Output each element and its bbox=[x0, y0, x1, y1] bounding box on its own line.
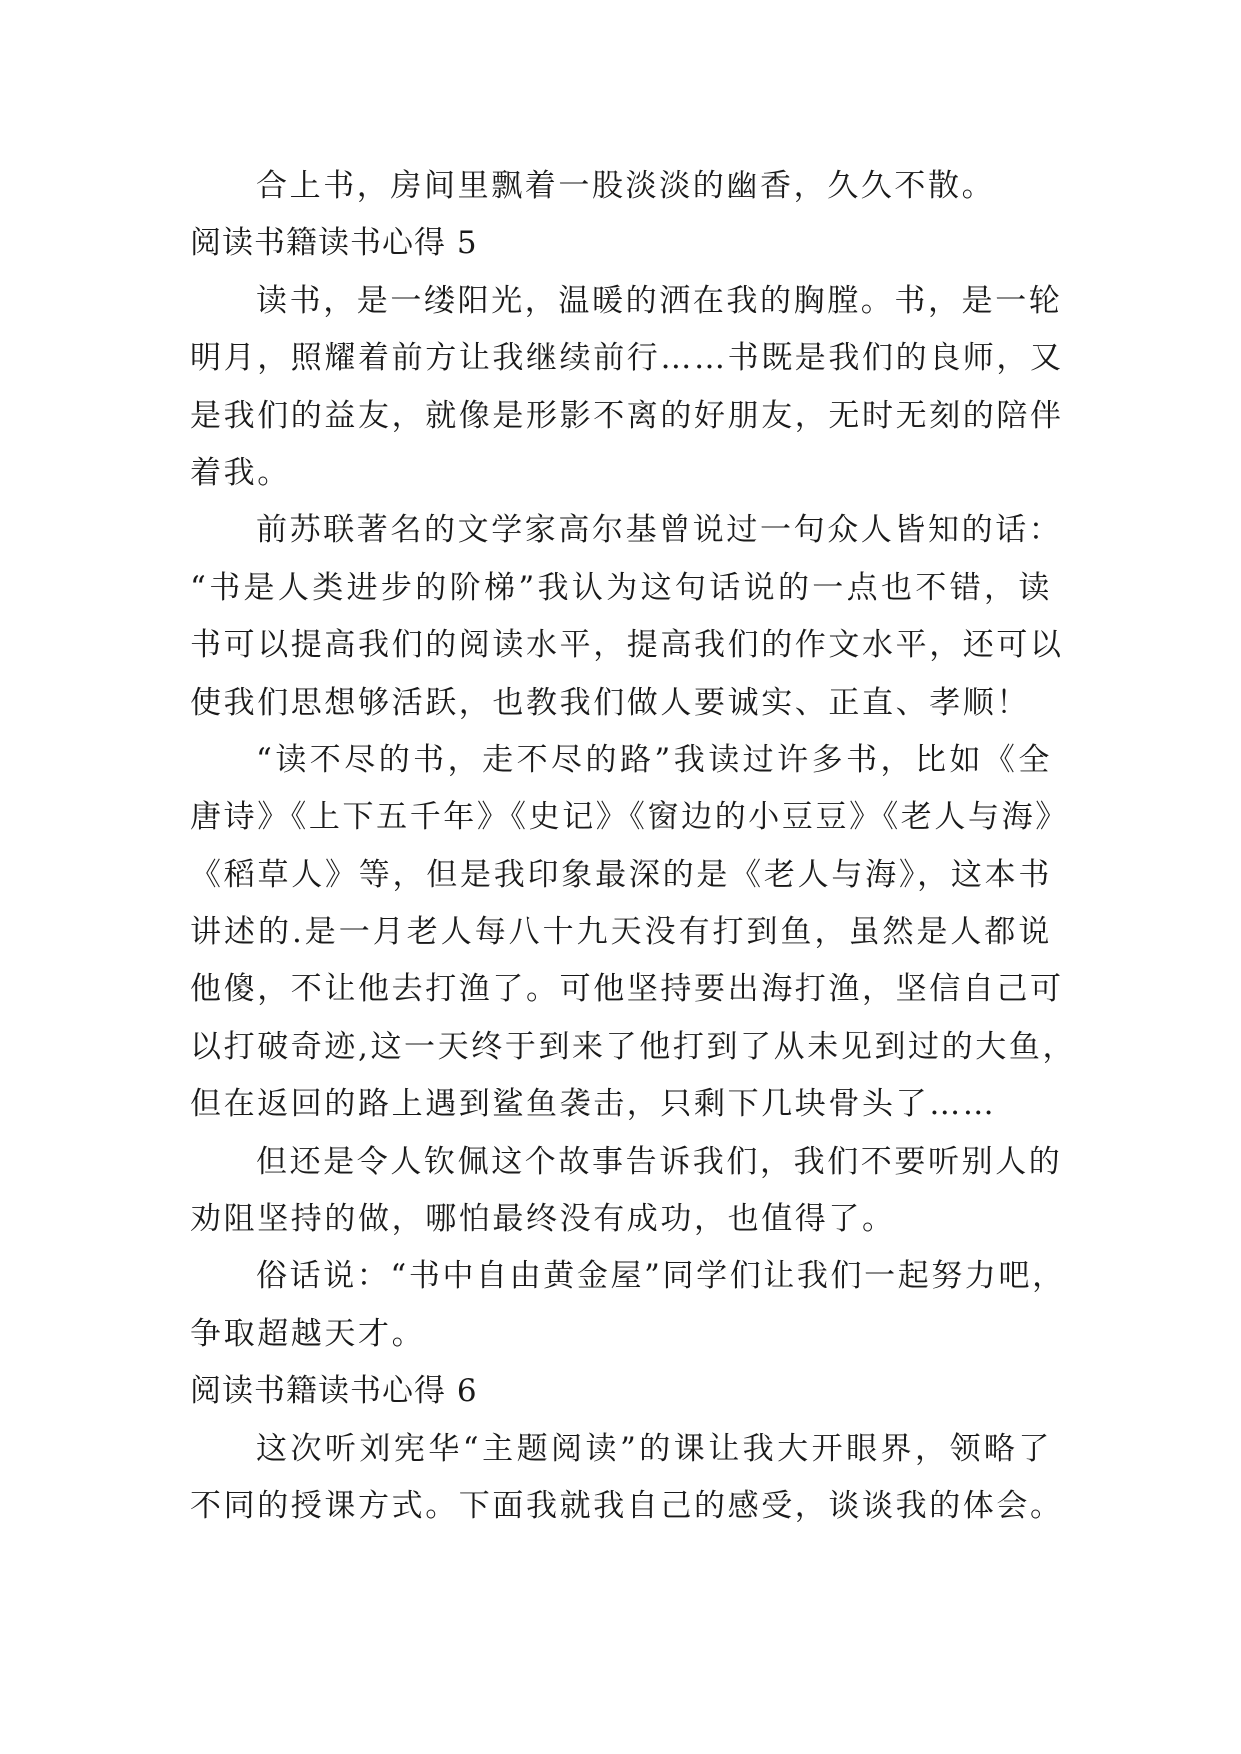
paragraph-line: 使我们思想够活跃，也教我们做人要诚实、正直、孝顺！ bbox=[190, 684, 1030, 721]
paragraph-line: “书是人类进步的阶梯”我认为这句话说的一点也不错，读 bbox=[190, 569, 1052, 606]
section-heading: 阅读书籍读书心得 5 bbox=[190, 225, 478, 262]
paragraph-line: 不同的授课方式。下面我就我自己的感受，谈谈我的体会。 bbox=[190, 1487, 1064, 1524]
paragraph-line: 他傻，不让他去打渔了。可他坚持要出海打渔，坚信自己可 bbox=[190, 971, 1064, 1008]
paragraph-line: 是我们的益友，就像是形影不离的好朋友，无时无刻的陪伴 bbox=[190, 397, 1064, 434]
paragraph-line: 讲述的.是一月老人每八十九天没有打到鱼，虽然是人都说 bbox=[190, 914, 1052, 951]
paragraph-line: 劝阻坚持的做，哪怕最终没有成功，也值得了。 bbox=[190, 1201, 896, 1238]
paragraph-line: 争取超越天才。 bbox=[190, 1315, 426, 1352]
paragraph-line: 书可以提高我们的阅读水平，提高我们的作文水平，还可以 bbox=[190, 627, 1064, 664]
paragraph-line: 着我。 bbox=[190, 454, 291, 491]
paragraph-line: 俗话说：“书中自由黄金屋”同学们让我们一起努力吧， bbox=[256, 1258, 1066, 1295]
paragraph-line: 这次听刘宪华“主题阅读”的课让我大开眼界，领略了 bbox=[256, 1430, 1052, 1467]
paragraph-line: 合上书，房间里飘着一股淡淡的幽香，久久不散。 bbox=[256, 168, 996, 204]
paragraph-line: 但还是令人钦佩这个故事告诉我们，我们不要听别人的 bbox=[256, 1143, 1063, 1180]
document-body bbox=[190, 158, 1077, 1535]
paragraph-line: 唐诗》《上下五千年》《史记》《窗边的小豆豆》《老人与海》 bbox=[190, 799, 1069, 836]
paragraph-line: 读书，是一缕阳光，温暖的洒在我的胸膛。书，是一轮 bbox=[256, 282, 1063, 319]
paragraph-line: 前苏联著名的文学家高尔基曾说过一句众人皆知的话： bbox=[256, 512, 1063, 549]
paragraph-line: “读不尽的书，走不尽的路”我读过许多书，比如《全 bbox=[256, 741, 1052, 778]
paragraph-line: 《稻草人》等，但是我印象最深的是《老人与海》，这本书 bbox=[190, 856, 1052, 893]
paragraph-line: 但在返回的路上遇到鲨鱼袭击，只剩下几块骨头了…… bbox=[190, 1086, 997, 1123]
paragraph-line: 明月，照耀着前方让我继续前行……书既是我们的良师，又 bbox=[190, 340, 1064, 377]
section-heading: 阅读书籍读书心得 6 bbox=[190, 1373, 478, 1410]
paragraph-line: 以打破奇迹,这一天终于到来了他打到了从未见到过的大鱼， bbox=[190, 1028, 1077, 1065]
